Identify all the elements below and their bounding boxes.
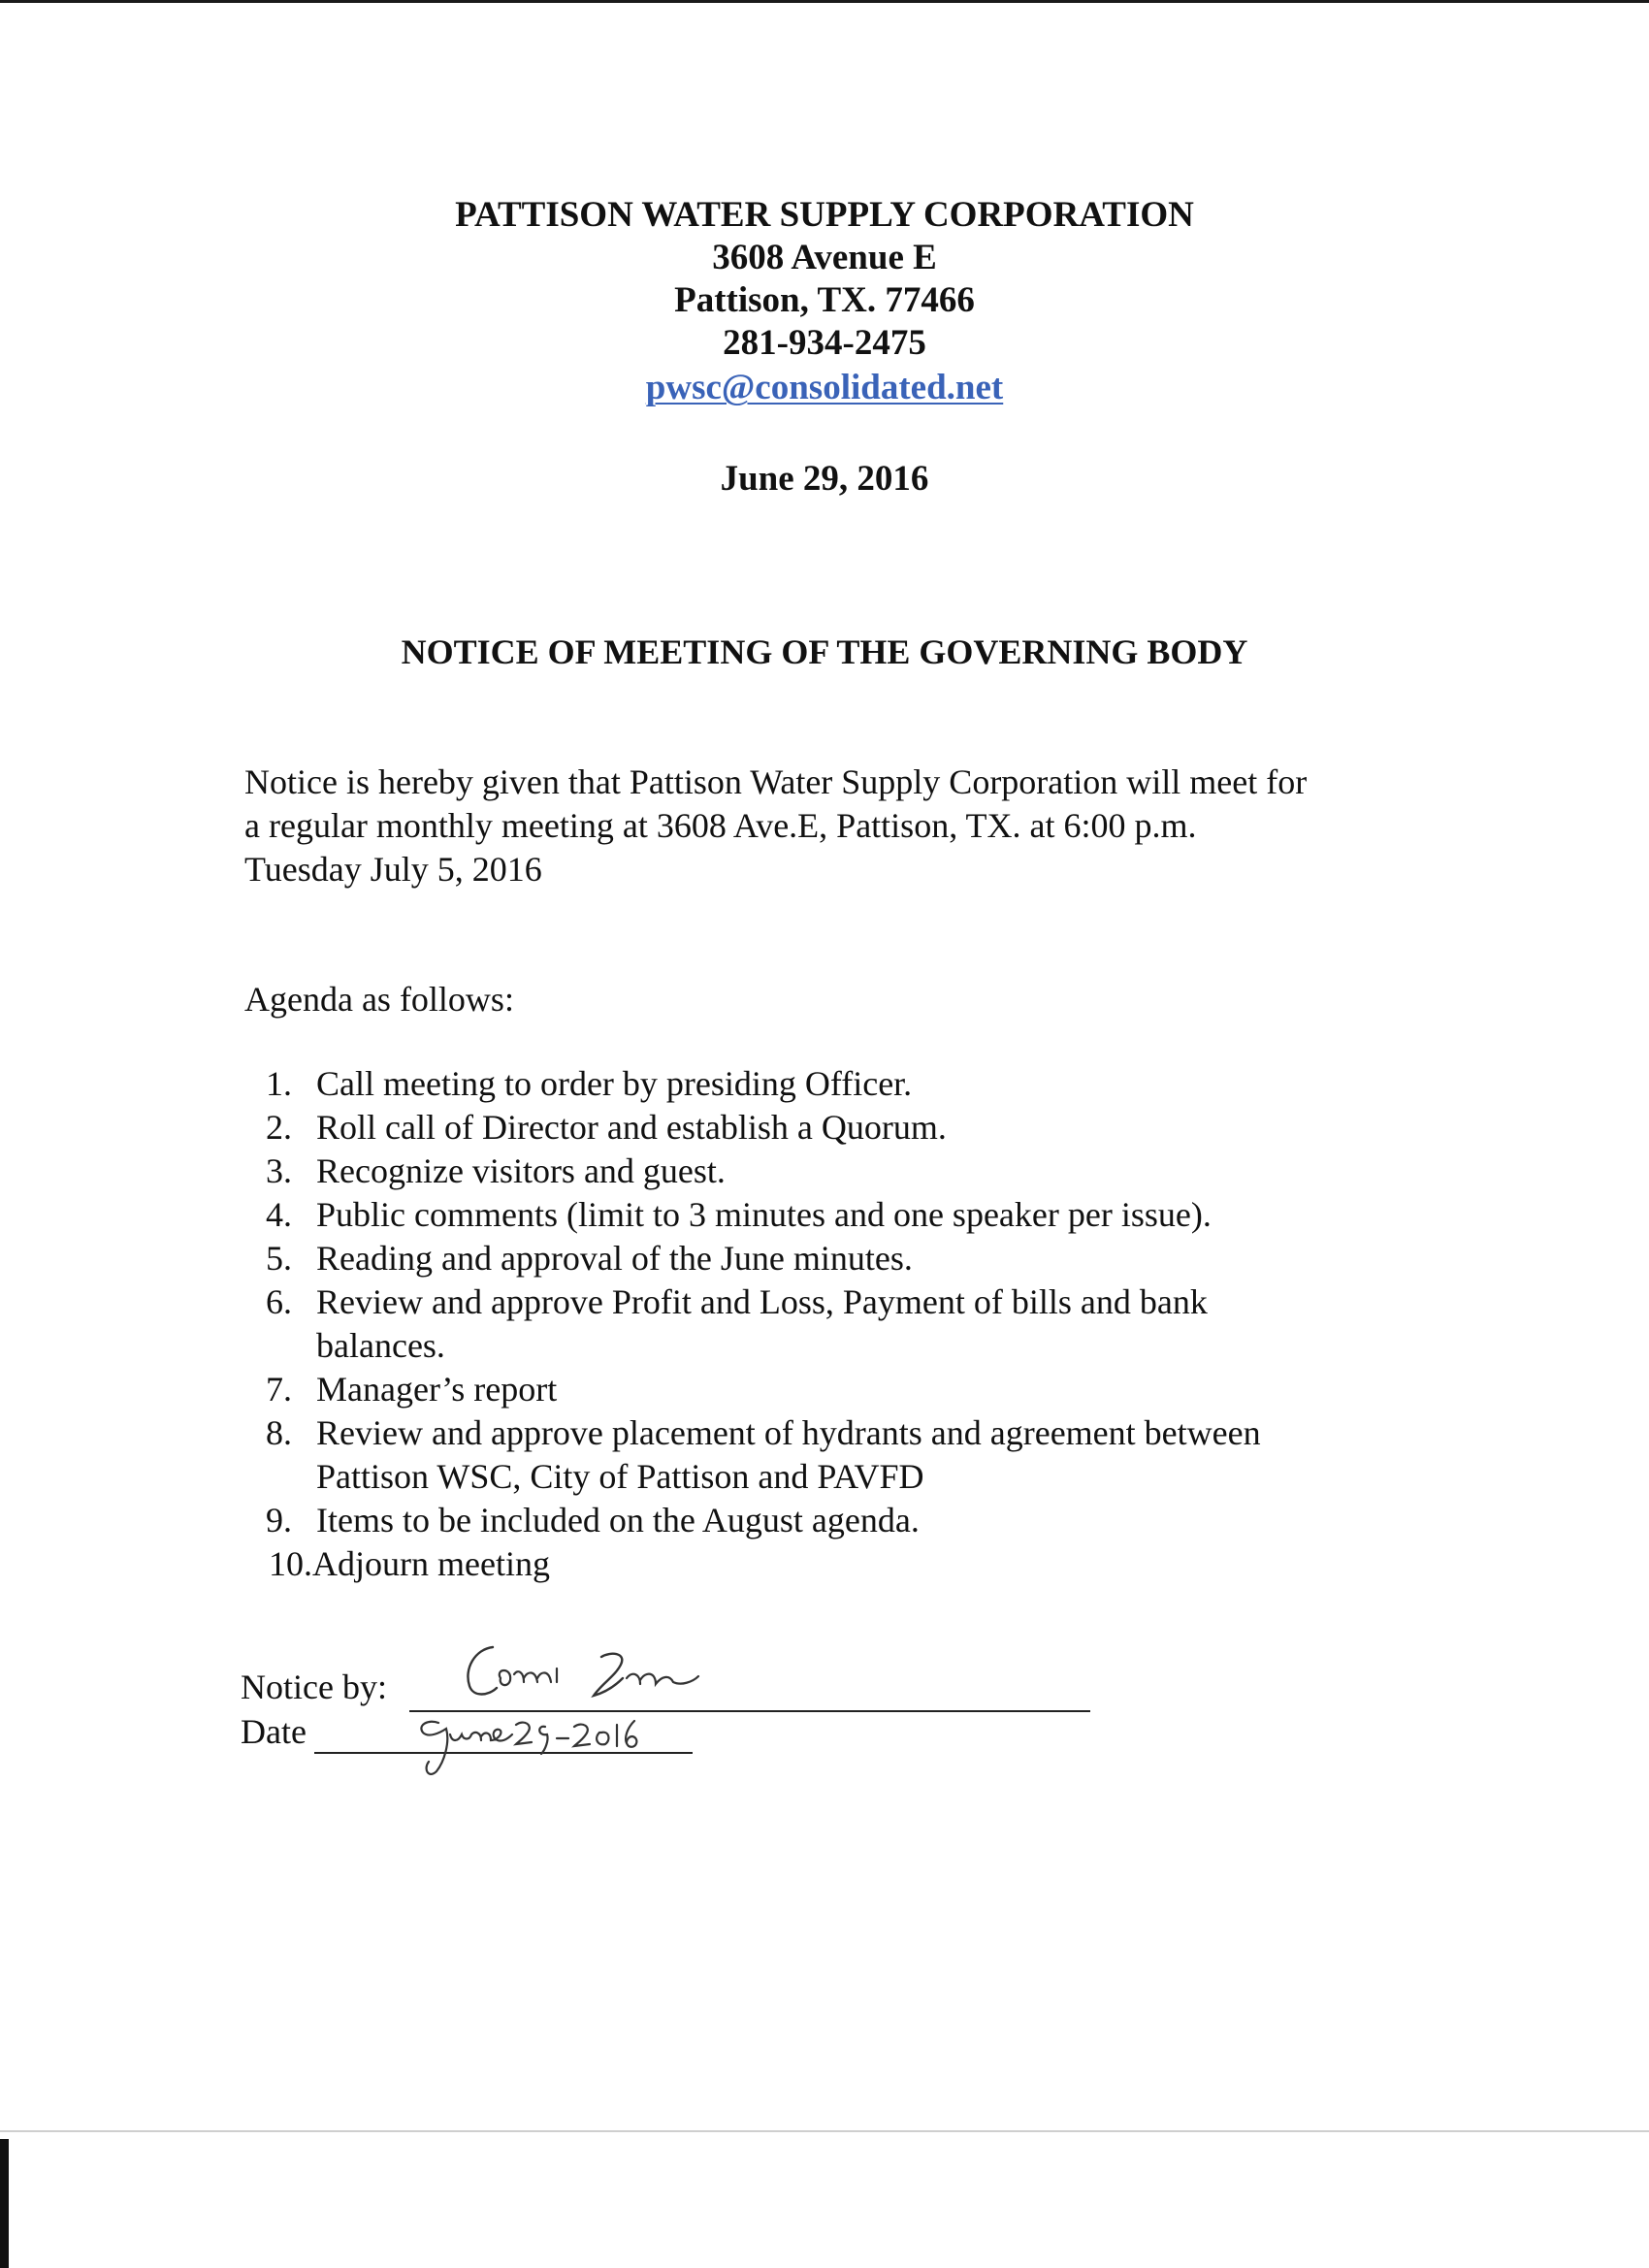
agenda-item-text: Review and approve Profit and Loss, Payment of bills and bank (316, 1282, 1208, 1321)
agenda-item-number: 2. (266, 1108, 292, 1147)
agenda-item-text: Items to be included on the August agenda. (316, 1501, 920, 1539)
agenda-item-number: 9. (266, 1501, 292, 1539)
notice-body-line: a regular monthly meeting at 3608 Ave.E, Pattison, TX. at 6:00 p.m. (244, 806, 1197, 845)
agenda-item-number: 8. (266, 1413, 292, 1452)
city-line: Pattison, TX. 77466 (674, 280, 975, 320)
notice-title: NOTICE OF MEETING OF THE GOVERNING BODY (401, 632, 1248, 671)
agenda-item (244, 1368, 1457, 1411)
handwritten-signature (456, 1639, 766, 1717)
agenda-item-number: 1. (266, 1064, 292, 1103)
agenda-item-text: Call meeting to order by presiding Officer. (316, 1064, 913, 1103)
agenda-item (244, 1062, 1457, 1106)
scan-top-edge (0, 0, 1649, 3)
notice-body-line: Notice is hereby given that Pattison Water Supply Corporation will meet for (244, 762, 1308, 801)
agenda-intro: Agenda as follows: (244, 980, 514, 1019)
agenda-item-number: 5. (266, 1239, 292, 1278)
agenda-item-text: Recognize visitors and guest. (316, 1151, 726, 1190)
agenda-item (244, 1411, 1457, 1499)
notice-date: June 29, 2016 (720, 459, 929, 499)
agenda-item-number: 7. (266, 1370, 292, 1409)
scan-margin-bar (0, 2139, 9, 2268)
agenda-item (244, 1106, 1457, 1150)
agenda-item-text: Manager’s report (316, 1370, 558, 1409)
agenda-item (244, 1237, 1457, 1280)
agenda-item-text: Roll call of Director and establish a Quorum. (316, 1108, 947, 1147)
phone-number: 281-934-2475 (723, 323, 926, 363)
handwritten-date (407, 1711, 679, 1783)
agenda-item-number: 4. (266, 1195, 292, 1234)
agenda-list (244, 1062, 1457, 1586)
agenda-item-text-continued: balances. (316, 1326, 445, 1365)
email-link[interactable]: pwsc@consolidated.net (645, 368, 1004, 407)
letterhead (0, 194, 1649, 409)
date-label: Date (241, 1712, 307, 1751)
agenda-item (244, 1150, 1457, 1193)
notice-by-label: Notice by: (241, 1668, 387, 1706)
notice-body (244, 761, 1505, 891)
agenda-item-text: Reading and approval of the June minutes. (316, 1239, 913, 1278)
agenda-item (244, 1499, 1457, 1542)
agenda-item-number: 6. (266, 1282, 292, 1321)
scan-page-edge (0, 2130, 1649, 2132)
agenda-item (244, 1280, 1457, 1368)
address-line: 3608 Avenue E (712, 238, 937, 277)
agenda-item-text-continued: Pattison WSC, City of Pattison and PAVFD (316, 1457, 924, 1496)
organization-name: PATTISON WATER SUPPLY CORPORATION (455, 195, 1194, 235)
agenda-item-text: Review and approve placement of hydrants and agreement between (316, 1413, 1261, 1452)
agenda-item-text: Adjourn meeting (312, 1544, 550, 1583)
agenda-item-number: 10. (269, 1544, 312, 1583)
agenda-item (244, 1193, 1457, 1237)
agenda-item (244, 1542, 1457, 1586)
agenda-item-number: 3. (266, 1151, 292, 1190)
agenda-item-text: Public comments (limit to 3 minutes and one speaker per issue). (316, 1195, 1212, 1234)
notice-body-line: Tuesday July 5, 2016 (244, 850, 542, 889)
